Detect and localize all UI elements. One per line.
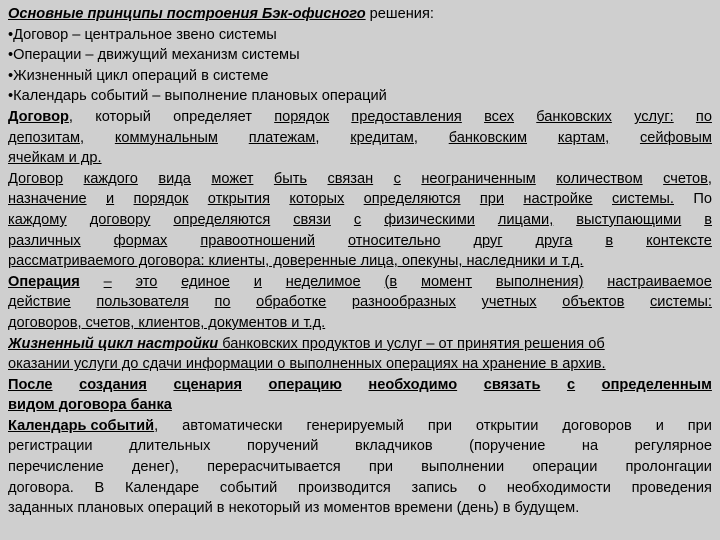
word: событий [219,479,278,496]
word: по [214,294,231,311]
word: генерируемый [306,417,404,434]
word: определяет [173,108,252,125]
p4-line-2: оказании услуги до сдачи информации о выполненных операциях на хранение в архив. [8,356,606,373]
word: неограниченным [421,170,536,187]
word: различных [8,232,81,249]
p2-line-2 [8,189,712,210]
word: банковских [536,108,612,125]
p6-line-3 [8,457,712,478]
heading-line [8,4,712,25]
term-operaciya: Операция [8,273,80,290]
word: и [253,273,262,290]
bullet-item: •Календарь событий – выполнение плановых операций [8,88,387,105]
p2-line-4 [8,231,712,252]
word: при [427,417,452,434]
word: вкладчиков [354,438,433,455]
p1-line-2 [8,128,712,149]
word: друга [535,232,573,249]
word: кредитам, [350,129,418,146]
word: определяются [173,211,271,228]
word: (в [384,273,398,290]
word: с [393,170,401,187]
p2-line-1 [8,169,712,190]
word: договора. [8,479,74,496]
word: определяются [363,191,461,208]
word: связи [293,211,331,228]
word: друг [473,232,503,249]
word: регистрации [8,438,93,455]
word: в [704,211,712,228]
word: системы: [650,294,712,311]
word: неделимое [285,273,361,290]
word: перечисление [8,459,104,476]
word: каждого [83,170,138,187]
word: системы. [612,191,674,208]
word: учетных [481,294,537,311]
word: обработке [256,294,327,311]
p3-line-1 [8,272,712,293]
word: при [479,191,505,208]
word: необходимости [506,479,611,496]
word: необходимо [368,376,458,393]
word: операцию [268,376,342,393]
word: порядок [274,108,330,125]
word: это [135,273,158,290]
word: может [211,170,254,187]
word: которых [289,191,345,208]
p6-line-4 [8,478,712,499]
word: счетов, [663,170,712,187]
word: формах [113,232,168,249]
word: контексте [646,232,712,249]
word: автоматически [182,417,283,434]
comma: , [68,108,73,125]
word: вида [158,170,191,187]
p3-line-2 [8,292,712,313]
word: пользователя [96,294,189,311]
bullet-item: •Операции – движущий механизм системы [8,47,300,64]
word: разнообразных [351,294,456,311]
word: и [655,417,664,434]
word: депозитам, [8,129,85,146]
p1-line-1 [8,107,712,128]
word: правоотношений [200,232,315,249]
word: лицами, [497,211,554,228]
word: связан [327,170,374,187]
word: который [95,108,151,125]
p3-line-3: договоров, счетов, клиентов, документов и т.д. [8,314,326,331]
comma: , [154,417,159,434]
word: настройке [523,191,593,208]
p5-line-1 [8,375,712,396]
word: регулярное [634,438,712,455]
word: о [478,479,487,496]
word: коммунальным [114,129,218,146]
p4-rest: банковских продуктов и услуг – от принятия решения об [222,335,605,352]
word: поручений [247,438,319,455]
heading-title: Основные принципы построения Бэк-офисного [8,6,366,22]
word: порядок [133,191,189,208]
word: длительных [129,438,211,455]
word: По [693,191,712,208]
word: всех [484,108,515,125]
word: сценария [173,376,242,393]
p2-line-3 [8,210,712,231]
word: каждому [8,211,67,228]
word: настраиваемое [607,273,712,290]
word: Договор [8,170,64,187]
word: банковским [448,129,528,146]
word: единое [181,273,230,290]
word: денег), [131,459,179,476]
word: выполнении [421,459,505,476]
word: создания [79,376,147,393]
term-calendar: Календарь событий [8,417,155,434]
heading-rest: решения: [369,6,434,22]
word: назначение [8,191,87,208]
word: с [353,211,362,228]
term-dogovor: Договор [8,108,69,125]
word: В [94,479,105,496]
word: договоров [562,417,632,434]
word: выступающими [576,211,682,228]
word: связать [483,376,541,393]
word: сейфовым [639,129,712,146]
word: договору [89,211,151,228]
word: услуг: [634,108,674,125]
word: при [687,417,712,434]
word: перерасчитывается [207,459,341,476]
word: открытия [207,191,270,208]
word: действие [8,294,71,311]
p4-line-1 [8,334,712,355]
word: запись [411,479,458,496]
word: открытии [475,417,539,434]
bullet-item: •Договор – центральное звено системы [8,26,277,43]
word: по [695,108,712,125]
p1-line-3: ячейкам и др. [8,150,102,167]
word: производится [298,479,391,496]
word: предоставления [351,108,462,125]
word: объектов [562,294,625,311]
word: проведения [631,479,712,496]
word: относительно [347,232,441,249]
p6-line-2 [8,436,712,457]
p2-line-5: рассматриваемого договора: клиенты, доверенные лица, опекуны, наследники и т.д. [8,253,584,270]
word: при [368,459,394,476]
word: картам, [557,129,610,146]
word: После [8,376,53,393]
word: на [581,438,599,455]
word: быть [273,170,308,187]
word: количеством [556,170,643,187]
word: выполнения) [495,273,584,290]
word: и [105,191,115,208]
word: определенным [601,376,712,393]
word: пролонгации [625,459,712,476]
word: с [566,376,576,393]
word: (поручение [469,438,546,455]
term-lifecycle: Жизненный цикл настройки [8,335,219,352]
word: – [103,273,112,290]
word: физическими [384,211,475,228]
p6-line-5: заданных плановых операций в некоторый из моментов времени (день) в будущем. [8,500,580,517]
word: в [605,232,614,249]
p5-line-2: видом договора банка [8,397,172,414]
word: операции [532,459,598,476]
word: Календаре [124,479,200,496]
p6-line-1 [8,416,712,437]
word: момент [420,273,472,290]
word: платежам, [248,129,320,146]
bullet-item: •Жизненный цикл операций в системе [8,67,269,84]
